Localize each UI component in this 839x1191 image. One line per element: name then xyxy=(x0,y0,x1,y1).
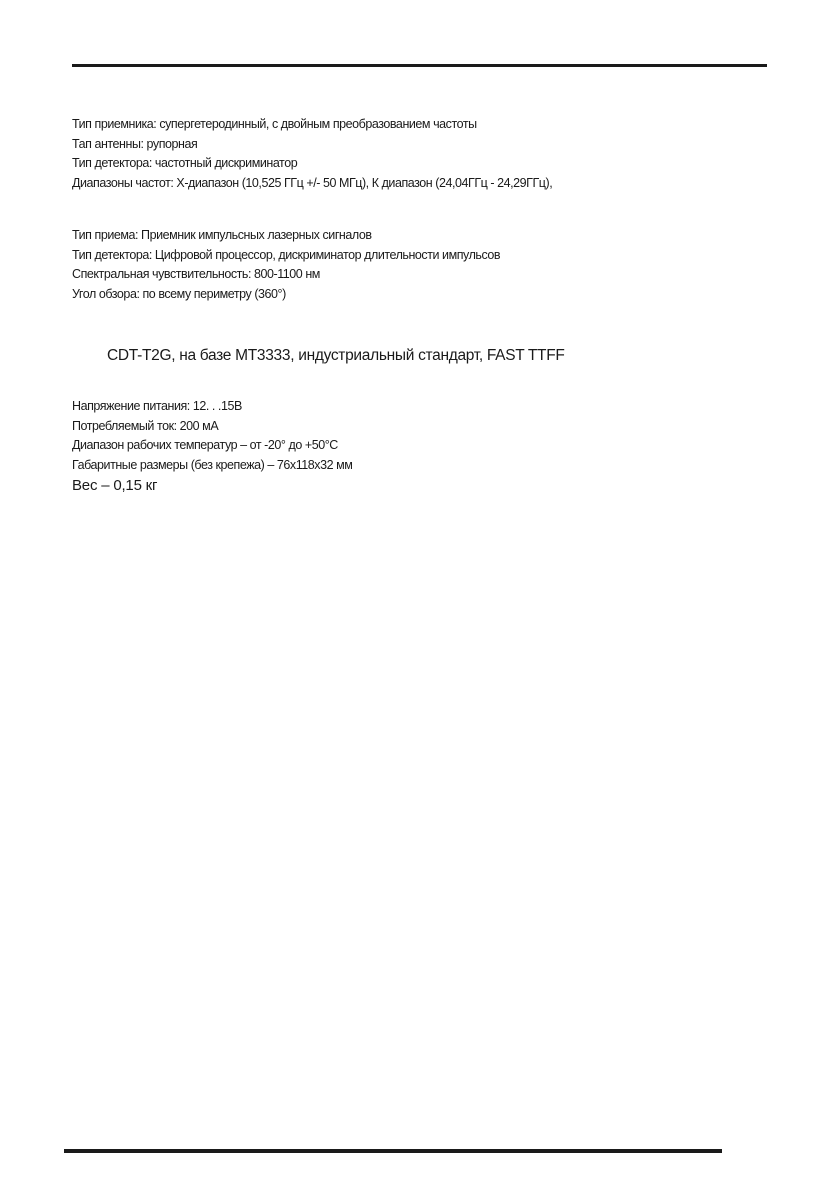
top-divider xyxy=(72,64,767,67)
antenna-type-line: Тап антенны: рупорная xyxy=(72,136,198,151)
current-consumption-line: Потребляемый ток: 200 мА xyxy=(72,418,219,433)
spectral-sensitivity-line: Спектральная чувствительность: 800-1100 нм xyxy=(72,267,320,281)
temperature-range-line: Диапазон рабочих температур – от -20° до +50°С xyxy=(72,438,338,452)
laser-detector-type-line: Тип детектора: Цифровой процессор, дискриминатор длительности импульсов xyxy=(72,247,501,262)
supply-voltage-line: Напряжение питания: 12. . .15В xyxy=(72,399,242,413)
detector-type-line: Тип детектора: частотный дискриминатор xyxy=(72,156,298,170)
laser-specs xyxy=(72,226,500,304)
bottom-divider xyxy=(64,1149,722,1153)
viewing-angle-line: Угол обзора: по всему периметру (360°) xyxy=(72,286,286,301)
frequency-ranges-line: Диапазоны частот: X-диапазон (10,525 ГГц +/- 50 МГц), К диапазон (24,04ГГц - 24,29ГГц), xyxy=(72,175,553,190)
reception-type-line: Тип приема: Приемник импульсных лазерных сигналов xyxy=(72,228,372,242)
radar-specs xyxy=(72,115,552,193)
dimensions-line: Габаритные размеры (без крепежа) – 76х118х32 мм xyxy=(72,457,353,472)
gps-module-line: CDT-T2G, на базе MT3333, индустриальный стандарт, FAST TTFF xyxy=(107,347,565,364)
receiver-type-line: Тип приемника: супергетеродинный, с двойным преобразованием частоты xyxy=(72,117,477,131)
weight-line: Вес – 0,15 кг xyxy=(72,477,158,494)
power-specs xyxy=(72,397,352,497)
